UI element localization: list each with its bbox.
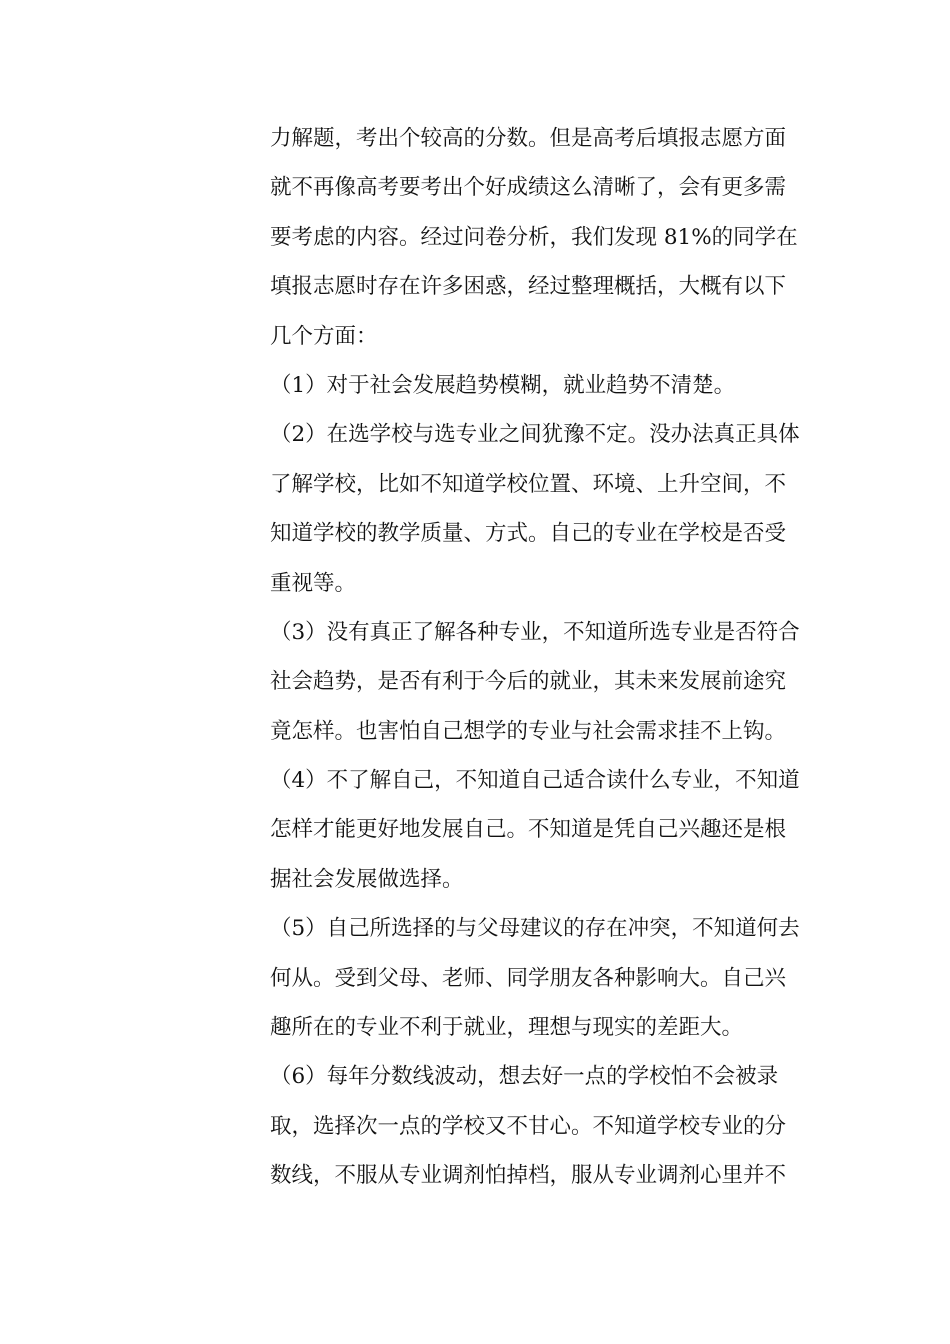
text-line: 重视等。 xyxy=(270,570,357,596)
text-line: 竟怎样。也害怕自己想学的专业与社会需求挂不上钩。 xyxy=(270,718,787,744)
text-line: 知道学校的教学质量、方式。自己的专业在学校是否受 xyxy=(270,521,787,547)
list-item-2: （2）在选学校与选专业之间犹豫不定。没办法真正具体 xyxy=(270,422,800,448)
text-line: 就不再像高考要考出个好成绩这么清晰了，会有更多需 xyxy=(270,175,787,201)
text-line: 社会趋势，是否有利于今后的就业，其未来发展前途究 xyxy=(270,669,787,695)
list-item-4: （4）不了解自己，不知道自己适合读什么专业，不知道 xyxy=(270,768,800,794)
text-line: 据社会发展做选择。 xyxy=(270,866,464,892)
text-line: 了解学校，比如不知道学校位置、环境、上升空间，不 xyxy=(270,471,787,497)
body-text xyxy=(270,114,810,1201)
text-line: 趣所在的专业不利于就业，理想与现实的差距大。 xyxy=(270,1015,744,1041)
text-line: 怎样才能更好地发展自己。不知道是凭自己兴趣还是根 xyxy=(270,817,787,843)
text-line: 何从。受到父母、老师、同学朋友各种影响大。自己兴 xyxy=(270,965,787,991)
list-item-1: （1）对于社会发展趋势模糊，就业趋势不清楚。 xyxy=(270,372,736,398)
text-line: 几个方面： xyxy=(270,323,378,349)
list-item-3: （3）没有真正了解各种专业，不知道所选专业是否符合 xyxy=(270,619,800,645)
text-line: 数线，不服从专业调剂怕掉档，服从专业调剂心里并不 xyxy=(270,1163,787,1189)
text-line: 力解题，考出个较高的分数。但是高考后填报志愿方面 xyxy=(270,126,787,151)
text-line: 填报志愿时存在许多困惑，经过整理概括，大概有以下 xyxy=(270,274,787,300)
list-item-6: （6）每年分数线波动，想去好一点的学校怕不会被录 xyxy=(270,1064,779,1090)
text-line: 要考虑的内容。经过问卷分析，我们发现 81%的同学在 xyxy=(270,224,798,250)
text-line: 取，选择次一点的学校又不甘心。不知道学校专业的分 xyxy=(270,1113,787,1139)
list-item-5: （5）自己所选择的与父母建议的存在冲突，不知道何去 xyxy=(270,916,800,942)
